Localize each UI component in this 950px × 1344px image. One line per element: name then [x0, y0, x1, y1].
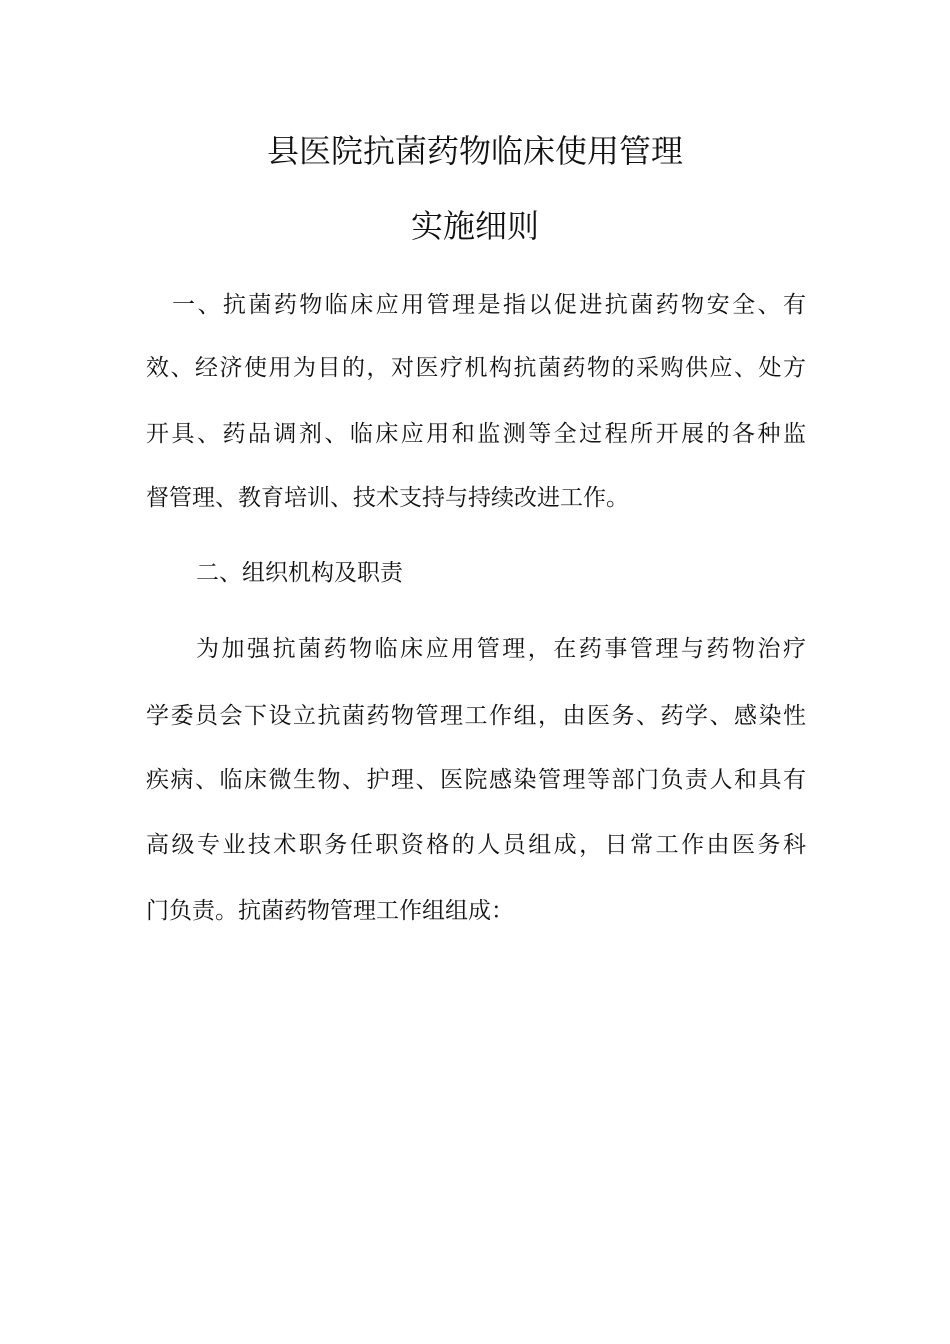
section2-line-1: 为加强抗菌药物临床应用管理，在药事管理与药物治疗: [196, 636, 806, 662]
document-title-line-1: 县医院抗菌药物临床使用管理: [266, 132, 683, 170]
section1-line-3: 开具、药品调剂、临床应用和监测等全过程所开展的各种监: [146, 421, 806, 447]
section1-line-4: 督管理、教育培训、技术支持与持续改进工作。: [146, 485, 629, 511]
section2-line-4: 高级专业技术职务任职资格的人员组成，日常工作由医务科: [146, 832, 806, 858]
section2-line-2: 学委员会下设立抗菌药物管理工作组，由医务、药学、感染性: [146, 703, 806, 729]
section1-line-2: 效、经济使用为目的，对医疗机构抗菌药物的采购供应、处方: [146, 355, 806, 381]
section2-line-5: 门负责。抗菌药物管理工作组组成：: [146, 898, 514, 924]
section2-heading: 二、组织机构及职责: [196, 560, 403, 586]
section2-line-3: 疾病、临床微生物、护理、医院感染管理等部门负责人和具有: [146, 767, 806, 793]
section1-line-1: 一、抗菌药物临床应用管理是指以促进抗菌药物安全、有: [172, 292, 806, 318]
document-title-line-2: 实施细则: [410, 207, 539, 245]
